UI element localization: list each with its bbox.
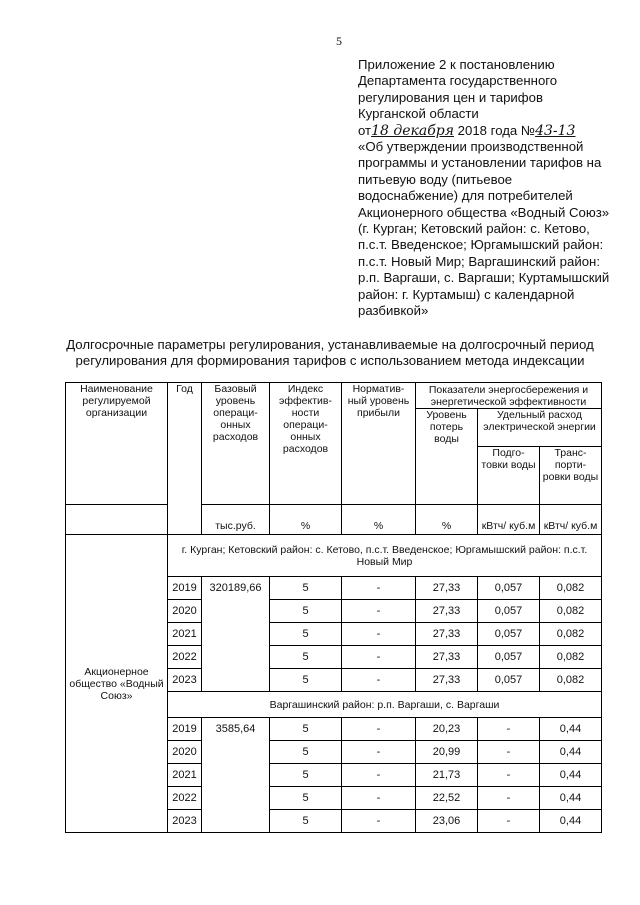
header-loss: Уровень потерь воды <box>416 409 478 505</box>
date-prefix: от <box>358 122 372 138</box>
cell-index: 5 <box>270 718 342 741</box>
cell-transport: 0,082 <box>540 646 602 669</box>
cell-transport: 0,44 <box>540 787 602 810</box>
cell-index: 5 <box>270 741 342 764</box>
cell-profit: - <box>342 669 416 692</box>
cell-profit: - <box>342 810 416 833</box>
appendix-title-line: п.с.т. Введенское; Юргамышский район: <box>358 237 604 253</box>
cell-loss: 22,52 <box>416 787 478 810</box>
cell-year: 2019 <box>168 577 202 600</box>
cell-base: 3585,64 <box>202 718 270 833</box>
cell-prep: - <box>478 718 540 741</box>
cell-loss: 27,33 <box>416 646 478 669</box>
cell-loss: 27,33 <box>416 600 478 623</box>
unit-index: % <box>270 505 342 535</box>
cell-profit: - <box>342 577 416 600</box>
cell-transport: 0,082 <box>540 600 602 623</box>
unit-org-empty <box>66 505 168 535</box>
appendix-title-line: п.с.т. Новый Мир; Варгашинский район: <box>358 253 600 269</box>
appendix-title-line: водоснабжение) для потребителей <box>358 188 573 204</box>
cell-prep: 0,057 <box>478 646 540 669</box>
cell-loss: 27,33 <box>416 669 478 692</box>
cell-profit: - <box>342 600 416 623</box>
appendix-block <box>358 57 620 320</box>
appendix-date-line <box>358 123 620 139</box>
cell-loss: 27,33 <box>416 623 478 646</box>
cell-year: 2020 <box>168 600 202 623</box>
cell-transport: 0,44 <box>540 741 602 764</box>
cell-prep: 0,057 <box>478 669 540 692</box>
cell-profit: - <box>342 741 416 764</box>
appendix-title-line: р.п. Варгаши, с. Варгаши; Куртамышский <box>358 270 610 286</box>
cell-transport: 0,082 <box>540 623 602 646</box>
cell-prep: - <box>478 764 540 787</box>
cell-year: 2023 <box>168 810 202 833</box>
cell-prep: 0,057 <box>478 623 540 646</box>
header-org: Наименование регулируемой организации <box>66 383 168 505</box>
region-title: г. Курган; Кетовский район: с. Кетово, п.с.т. Введенское; Юргамышский район: п.с.т. Новый Мир <box>168 535 602 577</box>
appendix-title-line: (г. Курган; Кетовский район: с. Кетово, <box>358 221 590 237</box>
header-transport: Транс-порти-ровки воды <box>540 447 602 505</box>
unit-transport: кВтч/ куб.м <box>540 505 602 535</box>
cell-year: 2022 <box>168 787 202 810</box>
cell-profit: - <box>342 787 416 810</box>
cell-index: 5 <box>270 669 342 692</box>
appendix-title-line: питьевую воду (питьевое <box>358 171 513 187</box>
unit-prep: кВтч/ куб.м <box>478 505 540 535</box>
appendix-line: регулирования цен и тарифов <box>358 89 543 105</box>
cell-year: 2021 <box>168 764 202 787</box>
appendix-line: Приложение 2 к постановлению <box>358 57 555 72</box>
handwritten-date: 18 декабря <box>371 122 454 139</box>
parameters-table <box>65 382 602 833</box>
document-heading <box>60 337 600 369</box>
cell-loss: 23,06 <box>416 810 478 833</box>
cell-base: 320189,66 <box>202 577 270 692</box>
cell-prep: - <box>478 810 540 833</box>
cell-index: 5 <box>270 623 342 646</box>
heading-line: регулирования для формирования тарифов с использованием метода индексации <box>75 353 585 368</box>
cell-index: 5 <box>270 787 342 810</box>
cell-year: 2021 <box>168 623 202 646</box>
appendix-title-line: программы и установлении тарифов на <box>358 155 602 171</box>
cell-prep: - <box>478 787 540 810</box>
cell-year: 2020 <box>168 741 202 764</box>
appendix-title-line: район: г. Куртамыш) с календарной <box>358 286 575 302</box>
unit-loss: % <box>416 505 478 535</box>
cell-profit: - <box>342 764 416 787</box>
unit-profit: % <box>342 505 416 535</box>
page-number: 5 <box>336 34 342 48</box>
cell-index: 5 <box>270 646 342 669</box>
cell-prep: 0,057 <box>478 577 540 600</box>
cell-profit: - <box>342 646 416 669</box>
header-energy: Показатели энергосбережения и энергетической эффективности <box>416 383 602 409</box>
cell-index: 5 <box>270 810 342 833</box>
date-year: 2018 года № <box>457 122 536 138</box>
cell-profit: - <box>342 623 416 646</box>
cell-transport: 0,082 <box>540 669 602 692</box>
appendix-title-line: разбивкой» <box>358 303 429 319</box>
header-base: Базовый уровень операци-онных расходов <box>202 383 270 505</box>
cell-year: 2023 <box>168 669 202 692</box>
cell-year: 2022 <box>168 646 202 669</box>
header-prep: Подго-товки воды <box>478 447 540 505</box>
cell-index: 5 <box>270 600 342 623</box>
cell-loss: 20,99 <box>416 741 478 764</box>
cell-transport: 0,44 <box>540 764 602 787</box>
appendix-line: Курганской области <box>358 106 479 122</box>
region-title: Варгашинский район: р.п. Варгаши, с. Варгаши <box>168 692 602 718</box>
unit-base: тыс.руб. <box>202 505 270 535</box>
cell-transport: 0,44 <box>540 718 602 741</box>
cell-index: 5 <box>270 577 342 600</box>
cell-index: 5 <box>270 764 342 787</box>
cell-prep: 0,057 <box>478 600 540 623</box>
header-profit: Норматив-ный уровень прибыли <box>342 383 416 505</box>
org-name: Акционерное общество «Водный Союз» <box>66 535 168 833</box>
cell-profit: - <box>342 718 416 741</box>
handwritten-number: 43-13 <box>535 122 576 139</box>
heading-line: Долгосрочные параметры регулирования, устанавливаемые на долгосрочный период <box>66 337 594 352</box>
appendix-title-line: «Об утверждении производственной <box>358 139 584 155</box>
header-index: Индекс эффектив-ности операци-онных расходов <box>270 383 342 505</box>
header-year: Год <box>168 383 202 535</box>
header-specific: Удельный расход электрической энергии <box>478 409 602 447</box>
cell-prep: - <box>478 741 540 764</box>
cell-transport: 0,082 <box>540 577 602 600</box>
cell-transport: 0,44 <box>540 810 602 833</box>
appendix-line: Департамента государственного <box>358 73 558 89</box>
cell-loss: 21,73 <box>416 764 478 787</box>
appendix-title-line: Акционерного общества «Водный Союз» <box>358 204 610 220</box>
cell-year: 2019 <box>168 718 202 741</box>
cell-loss: 27,33 <box>416 577 478 600</box>
cell-loss: 20,23 <box>416 718 478 741</box>
